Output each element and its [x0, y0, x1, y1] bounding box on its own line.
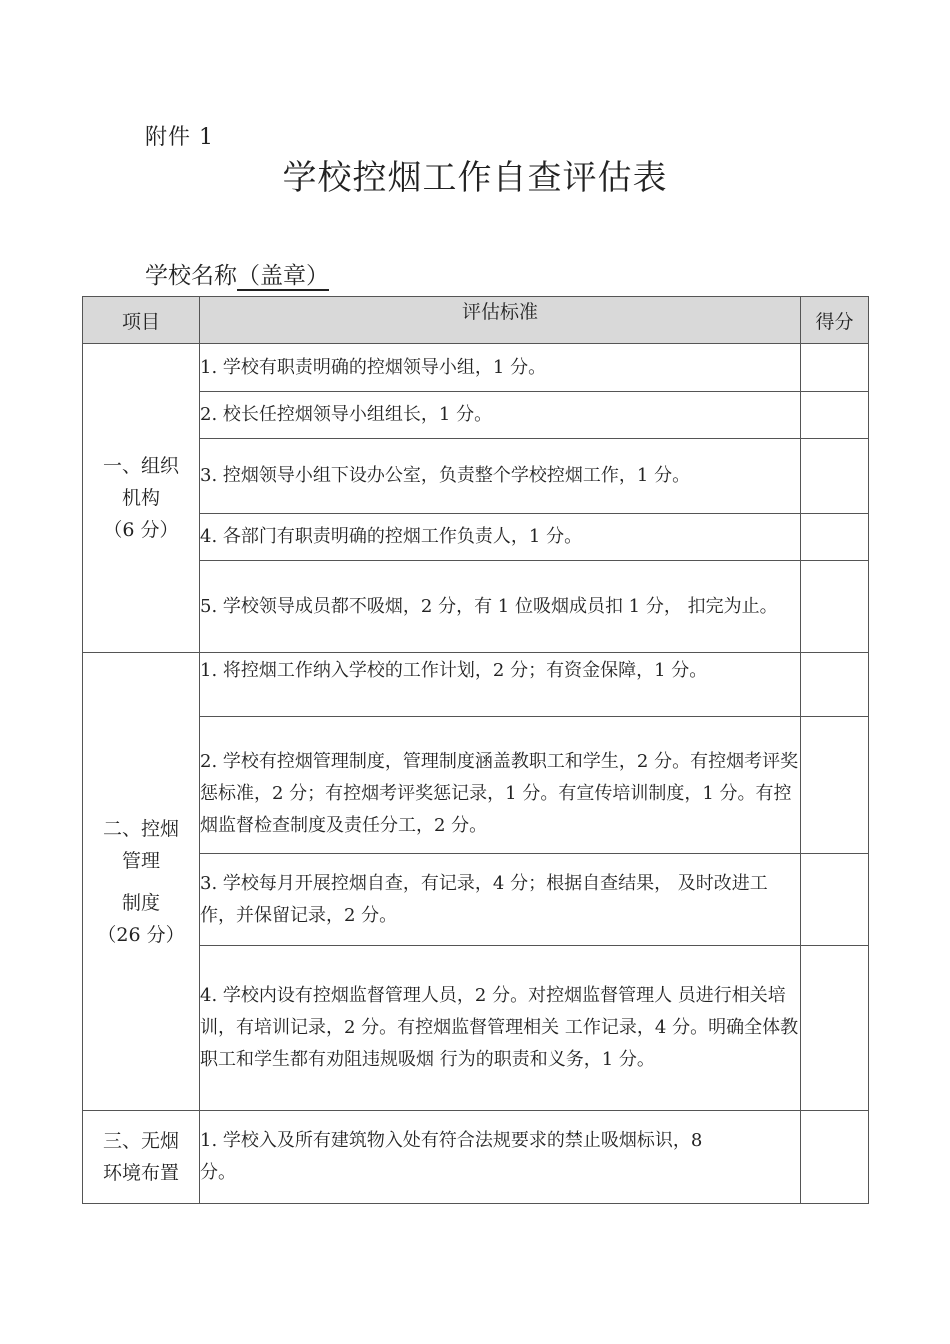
category-cell — [83, 1111, 200, 1204]
score-cell[interactable] — [801, 392, 869, 439]
column-header-criteria: 评估标准 — [200, 297, 801, 344]
table-row — [83, 514, 869, 561]
column-header-score: 得分 — [801, 297, 869, 344]
criterion-cell: 2. 校长任控烟领导小组组长，1 分。 — [200, 392, 801, 439]
category-cell — [83, 344, 200, 653]
score-cell[interactable] — [801, 561, 869, 653]
criterion-cell: 3. 控烟领导小组下设办公室，负责整个学校控烟工作，1 分。 — [200, 439, 801, 514]
school-name-label: 学校名称 — [145, 263, 237, 289]
table-row — [83, 561, 869, 653]
category-line: 制度 — [121, 891, 160, 914]
score-cell[interactable] — [801, 439, 869, 514]
score-cell[interactable] — [801, 514, 869, 561]
score-cell[interactable] — [801, 1111, 869, 1204]
table-header-row — [83, 297, 869, 344]
score-cell[interactable] — [801, 717, 869, 854]
criterion-cell: 3. 学校每月开展控烟自查，有记录，4 分；根据自查结果， 及时改进工作，并保留记录，2 分。 — [200, 854, 801, 946]
table-row — [83, 717, 869, 854]
score-cell[interactable] — [801, 344, 869, 392]
document-title: 学校控烟工作自查评估表 — [282, 158, 668, 198]
criterion-cell: 4. 各部门有职责明确的控烟工作负责人，1 分。 — [200, 514, 801, 561]
criterion-cell: 4. 学校内设有控烟监督管理人员，2 分。对控烟监督管理人 员进行相关培训，有培训记录，2 分。有控烟监督管理相关 工作记录，4 分。明确全体教职工和学生都有劝阻违规吸烟 行为的职责和义务，1 分。 — [200, 946, 801, 1111]
score-cell[interactable] — [801, 653, 869, 717]
table-row — [83, 1111, 869, 1204]
evaluation-table — [82, 296, 869, 1204]
attachment-label: 附件 1 — [145, 125, 214, 150]
category-line: 一、组织 — [102, 455, 179, 477]
category-cell — [83, 653, 200, 1111]
table-row — [83, 344, 869, 392]
criterion-cell: 1. 将控烟工作纳入学校的工作计划，2 分；有资金保障，1 分。 — [200, 653, 801, 717]
criterion-cell: 5. 学校领导成员都不吸烟，2 分，有 1 位吸烟成员扣 1 分， 扣完为止。 — [200, 561, 801, 653]
score-cell[interactable] — [801, 946, 869, 1111]
column-header-item: 项目 — [83, 297, 200, 344]
category-line: （6 分） — [103, 519, 179, 541]
criterion-cell: 1. 学校有职责明确的控烟领导小组，1 分。 — [200, 344, 801, 392]
table-row — [83, 653, 869, 717]
category-line: 二、控烟 — [102, 817, 179, 840]
stamp-label: （盖章） — [237, 263, 329, 289]
score-cell[interactable] — [801, 854, 869, 946]
category-line: 机构 — [121, 487, 160, 509]
category-line: （26 分） — [97, 923, 185, 946]
table-row — [83, 946, 869, 1111]
criterion-cell: 1. 学校入及所有建筑物入处有符合法规要求的禁止吸烟标识，8 分。 — [200, 1111, 801, 1204]
table-row — [83, 439, 869, 514]
criterion-cell: 2. 学校有控烟管理制度，管理制度涵盖教职工和学生，2 分。有控烟考评奖惩标准，2 分；有控烟考评奖惩记录，1 分。有宣传培训制度，1 分。有控烟监督检查制度及责任分工，2 分。 — [200, 717, 801, 854]
school-name-line — [145, 257, 329, 290]
category-line: 三、无烟 — [102, 1130, 179, 1152]
category-line: 环境布置 — [102, 1162, 179, 1184]
table-row — [83, 392, 869, 439]
table-row — [83, 854, 869, 946]
category-line: 管理 — [121, 849, 160, 872]
